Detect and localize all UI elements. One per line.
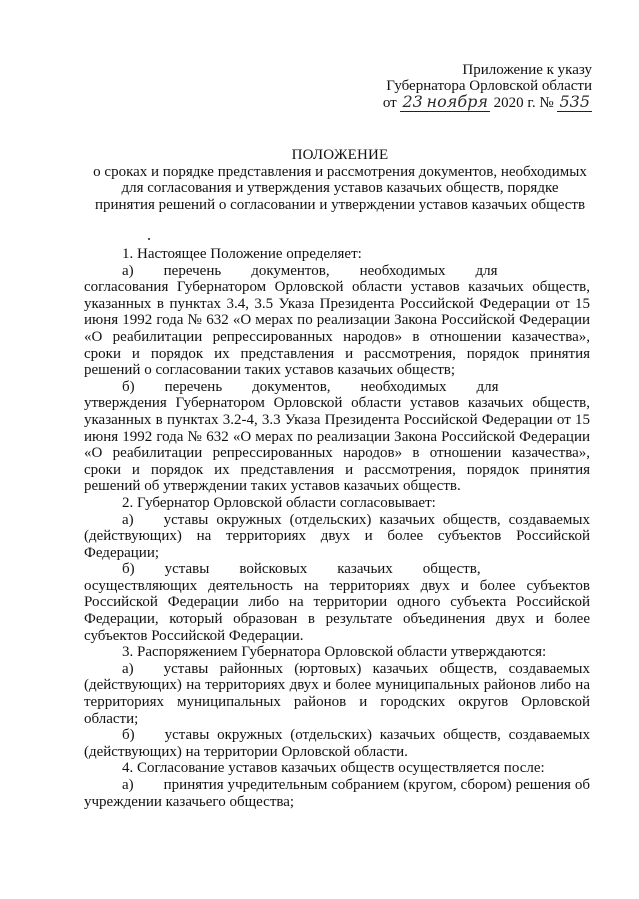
date-year: 2020 г. № — [493, 95, 554, 111]
clause-1a: а) перечень документов, необходимых для согласования Губернатором Орловской области уставов казачьих обществ, указанных в пунктах 3.4, 3.5 Указа Президента Российской Федерации от 15 июня 1992 года № 632 «О мерах по реализации Закона Российской Федерации «О реабилитации репрессированных народов» в отношении казачества», сроки и порядок их представления и рассмотрения, порядок принятия решений о согласовании таких уставов казачьих обществ; — [84, 262, 590, 379]
handwritten-day: 23 — [402, 92, 423, 111]
handwritten-month: ноября — [426, 92, 488, 111]
clause-2b: б) уставы войсковых казачьих обществ, осуществляющих деятельность на территориях двух и более субъектов Российской Федерации либо на территории одного субъекта Российской Федерации, который образован в результате объединения двух и более субъектов Российской Федерации. — [84, 561, 590, 644]
title-line-2: для согласования и утверждения уставов казачьих обществ, порядке — [121, 180, 559, 196]
clause-3: 3. Распоряжением Губернатора Орловской области утверждаются: — [122, 644, 547, 661]
appendix-title: Приложение к указу — [462, 62, 592, 78]
appendix-header — [372, 62, 592, 112]
document-body — [84, 246, 590, 810]
document-heading: ПОЛОЖЕНИЕ — [291, 147, 389, 163]
clause-1: 1. Настоящее Положение определяет: — [122, 246, 362, 262]
handwritten-date — [400, 94, 489, 112]
date-prefix: от — [382, 95, 397, 111]
appendix-date-line — [372, 94, 592, 112]
clause-1b: б) перечень документов, необходимых для утверждения Губернатором Орловской области уставов казачьих обществ, указанных в пунктах 3.2-4, 3.3 Указа Президента Российской Федерации от 15 июня 1992 года № 632 «О мерах по реализации Закона Российской Федерации «О реабилитации репрессированных народов» в отношении казачества», сроки и порядок их представления и рассмотрения, порядок принятия решений об утверждении таких уставов казачьих обществ. — [84, 378, 590, 495]
clause-2: 2. Губернатор Орловской области согласовывает: — [122, 494, 436, 511]
clause-4a: а) принятия учредительным собранием (кругом, сбором) решения об учреждении казачьего общества; — [84, 777, 590, 810]
title-block — [60, 147, 620, 213]
handwritten-number — [557, 94, 592, 112]
appendix-issuer: Губернатора Орловской области — [386, 78, 592, 94]
clause-4: 4. Согласование уставов казачьих обществ осуществляется после: — [122, 760, 545, 777]
clause-3b: б) уставы окружных (отдельских) казачьих обществ, создаваемых (действующих) на территории Орловской области. — [84, 727, 590, 760]
document-number: 535 — [559, 92, 590, 111]
title-line-3: принятия решений о согласовании и утверждении уставов казачьих обществ — [94, 196, 586, 213]
title-line-1: о сроках и порядке представления и рассмотрения документов, необходимых — [93, 163, 587, 180]
scan-speck — [148, 238, 150, 240]
clause-3a: а) уставы районных (юртовых) казачьих обществ, создаваемых (действующих) на территориях двух и более муниципальных районов либо на территориях муниципальных районов и городских округов Орловской области; — [84, 660, 590, 727]
clause-2a: а) уставы окружных (отдельских) казачьих обществ, создаваемых (действующих) на территориях двух и более субъектов Российской Федерации; — [84, 511, 590, 561]
